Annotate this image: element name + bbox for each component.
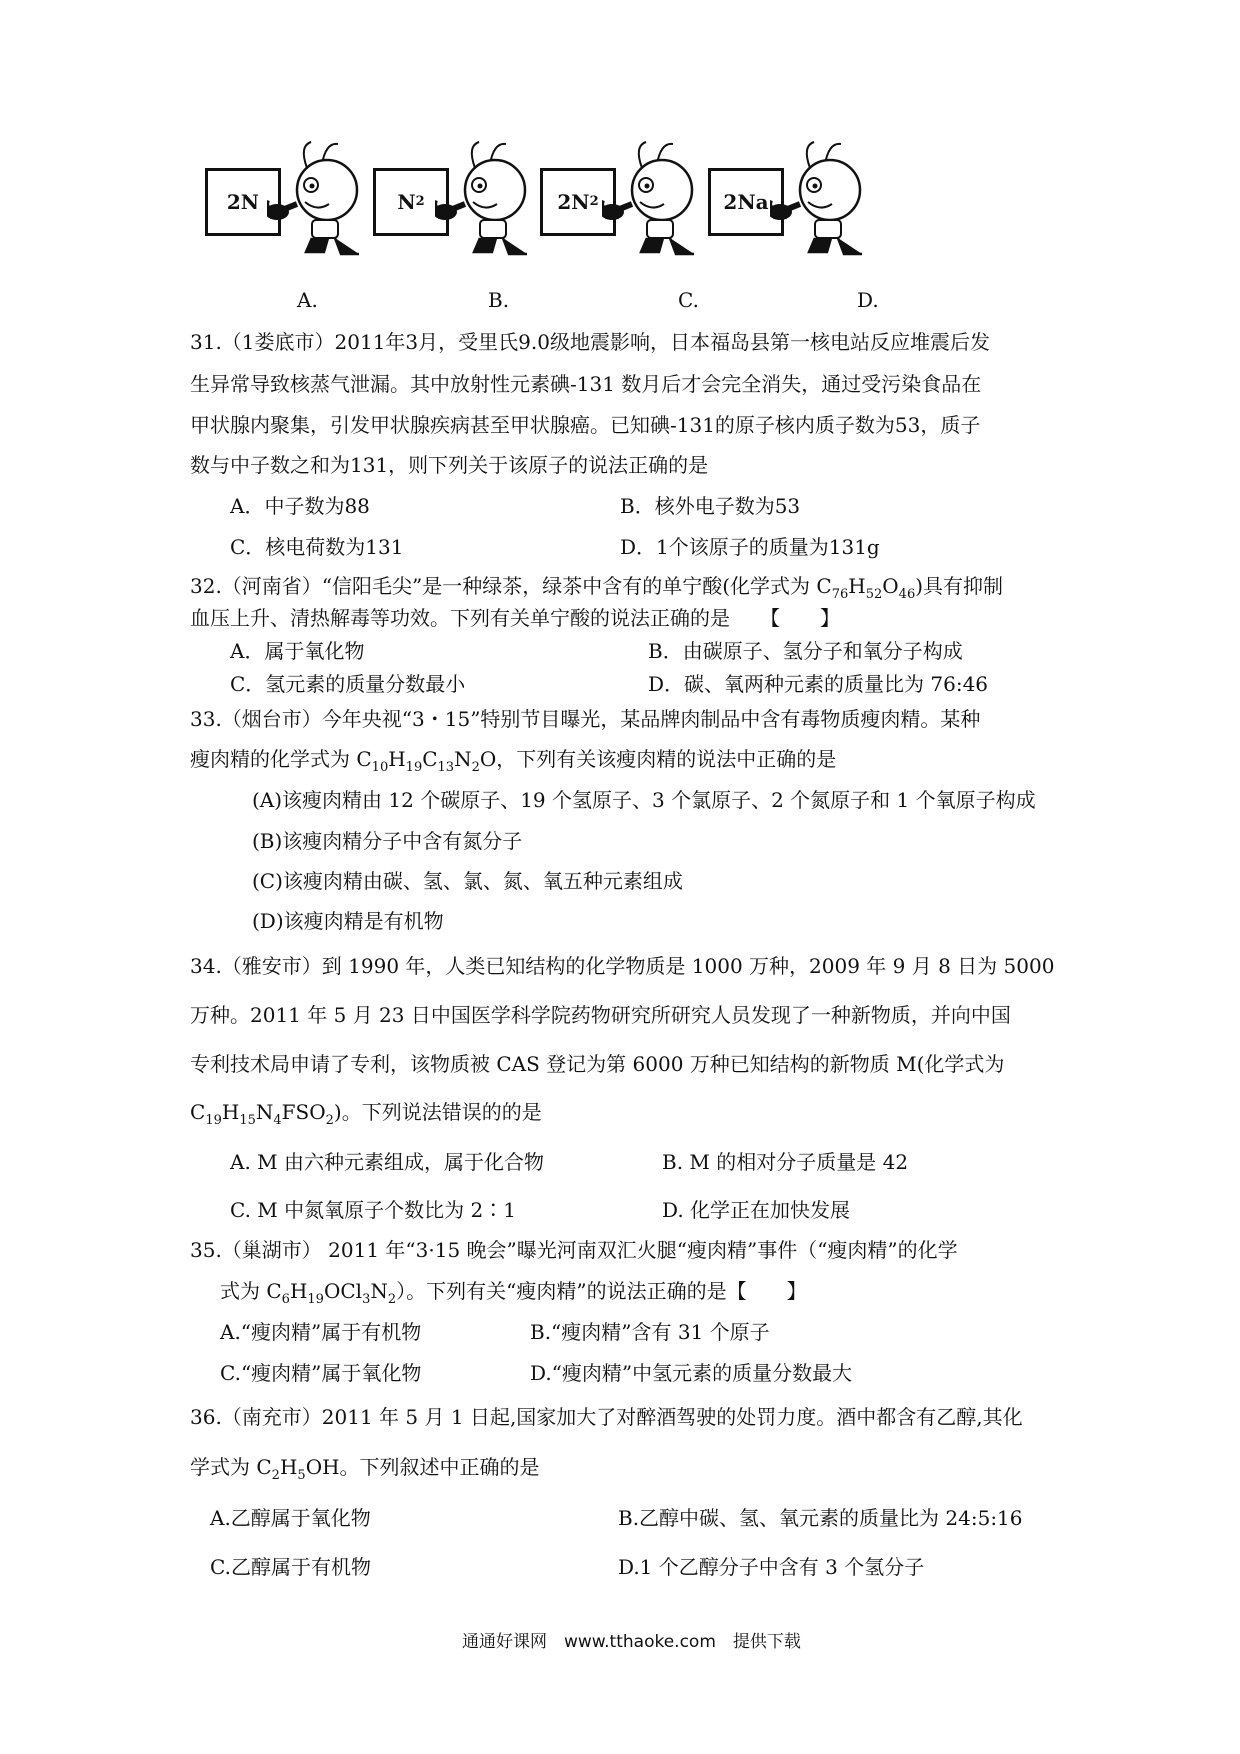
- option-c: C.乙醇属于有机物: [210, 1555, 371, 1579]
- option-b: B.“瘦肉精”含有 31 个原子: [530, 1320, 770, 1344]
- figure-label-a: A.: [297, 288, 318, 312]
- option-d: D．1个该原子的质量为131g: [620, 535, 880, 559]
- question-text-line: 血压上升、清热解毒等功效。下列有关单宁酸的说法正确的是 【 】: [190, 606, 840, 630]
- formula-box: N 2: [373, 168, 449, 236]
- question-text-line: 32.（河南省）“信阳毛尖”是一种绿茶，绿茶中含有的单宁酸(化学式为 $C_{76}H_{52}O_{46}$)具有抑制: [190, 574, 1004, 602]
- option-d: D. 化学正在加快发展: [662, 1198, 851, 1222]
- question-text-line: 数与中子数之和为131，则下列关于该原子的说法正确的是: [190, 453, 709, 477]
- question-text-line: 34.（雅安市）到 1990 年，人类已知结构的化学物质是 1000 万种，2009 年 9 月 8 日为 5000: [190, 954, 1055, 978]
- question-text-line: 专利技术局申请了专利，该物质被 CAS 登记为第 6000 万种已知结构的新物质 M(化学式为: [190, 1052, 1005, 1076]
- option-c: (C)该瘦肉精由碳、氢、氯、氮、氧五种元素组成: [252, 869, 683, 893]
- question-text-line: 生异常导致核蒸气泄漏。其中放射性元素碘-131 数月后才会完全消失，通过受污染食品在: [190, 372, 982, 396]
- option-d: D.“瘦肉精”中氢元素的质量分数最大: [530, 1361, 853, 1385]
- formula-box: 2N 2: [540, 168, 616, 236]
- figure-label-b: B.: [488, 288, 510, 312]
- question-text-line: 36.（南充市）2011 年 5 月 1 日起,国家加大了对醉酒驾驶的处罚力度。酒中都含有乙醇,其化: [190, 1405, 1023, 1429]
- question-text-line: 瘦肉精的化学式为 $C_{10}H_{19}C_{13}N_2O$，下列有关该瘦肉精的说法中正确的是: [190, 747, 837, 775]
- option-d: (D)该瘦肉精是有机物: [252, 909, 444, 933]
- option-c: C．氢元素的质量分数最小: [230, 672, 466, 696]
- option-a: A.乙醇属于氧化物: [210, 1506, 371, 1530]
- option-c: C.“瘦肉精”属于氧化物: [220, 1361, 422, 1385]
- option-b: B．核外电子数为53: [620, 494, 801, 518]
- question-text-line: 学式为 $C_2H_5OH$。下列叙述中正确的是: [190, 1455, 540, 1483]
- footer-text: 通通好课网 www.tthaoke.com 提供下载: [462, 1632, 801, 1652]
- formula-box: 2Na: [708, 168, 784, 236]
- option-c: C. M 中氮氧原子个数比为 2∶1: [230, 1198, 516, 1222]
- cartoon-character-icon: [435, 140, 545, 265]
- option-d: D．碳、氧两种元素的质量比为 76:46: [648, 672, 989, 696]
- figure-label-d: D.: [857, 288, 879, 312]
- option-a: A.“瘦肉精”属于有机物: [220, 1320, 422, 1344]
- option-a: A. M 由六种元素组成，属于化合物: [230, 1150, 544, 1174]
- question-text-line: 35.（巢湖市） 2011 年“3·15 晚会”曝光河南双汇火腿“瘦肉精”事件（“瘦肉精”的化学: [190, 1238, 958, 1262]
- figure-label-c: C.: [678, 288, 699, 312]
- cartoon-character-icon: [602, 140, 712, 265]
- formula-box: 2N: [205, 168, 281, 236]
- option-b: B．由碳原子、氢分子和氧分子构成: [648, 639, 963, 663]
- option-a: A．属于氧化物: [230, 639, 365, 663]
- option-b: B. M 的相对分子质量是 42: [662, 1150, 909, 1174]
- cartoon-character-icon: [267, 140, 377, 265]
- option-c: C．核电荷数为131: [230, 535, 404, 559]
- question-text-line: 甲状腺内聚集，引发甲状腺疾病甚至甲状腺癌。已知碘-131的原子核内质子数为53，质子: [190, 413, 981, 437]
- question-text-line: 式为 $C_6H_{19}OCl_3N_2$）。下列有关“瘦肉精”的说法正确的是【 】: [220, 1279, 807, 1307]
- cartoon-character-icon: [770, 140, 880, 265]
- option-d: D.1 个乙醇分子中含有 3 个氢分子: [618, 1555, 925, 1579]
- question-text-line: 31.（1娄底市）2011年3月，受里氏9.0级地震影响，日本福岛县第一核电站反应堆震后发: [190, 330, 990, 354]
- question-text-line: 33.（烟台市）今年央视“3・15”特别节目曝光，某品牌肉制品中含有毒物质瘦肉精。某种: [190, 707, 981, 731]
- option-a: (A)该瘦肉精由 12 个碳原子、19 个氢原子、3 个氯原子、2 个氮原子和 1 个氧原子构成: [252, 788, 1036, 812]
- question-text-line: 万种。2011 年 5 月 23 日中国医学科学院药物研究所研究人员发现了一种新物质，并向中国: [190, 1003, 1011, 1027]
- option-a: A．中子数为88: [230, 494, 370, 518]
- option-b: (B)该瘦肉精分子中含有氮分子: [252, 829, 523, 853]
- option-b: B.乙醇中碳、氢、氧元素的质量比为 24:5:16: [618, 1506, 1023, 1530]
- question-text-line: $C_{19}H_{15}N_4FSO_2$)。下列说法错误的的是: [190, 1100, 542, 1128]
